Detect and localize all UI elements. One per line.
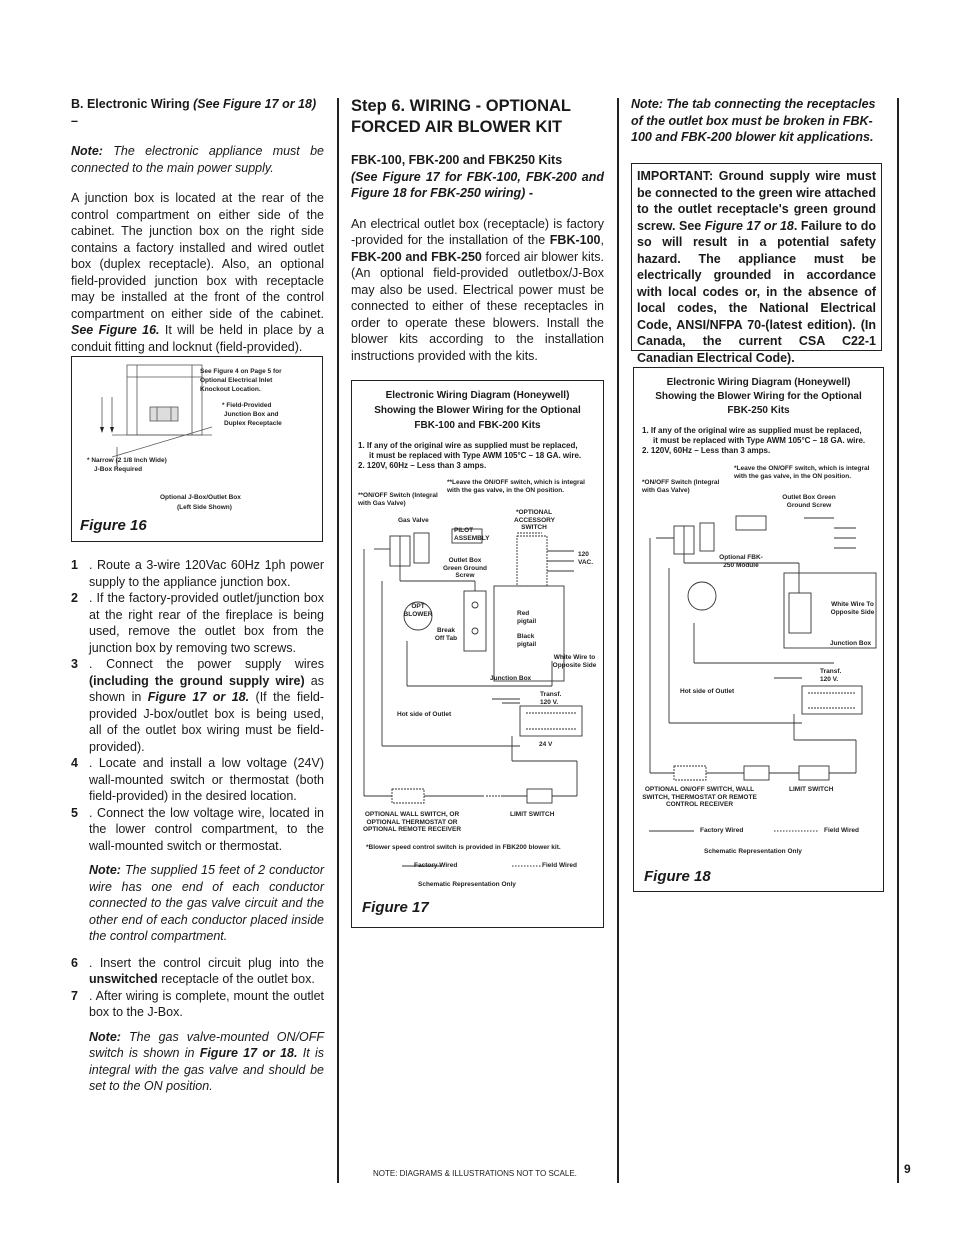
fig17-factory-wired-label: Factory Wired	[414, 862, 458, 869]
tab-break-note: Note: The tab connecting the receptacles of the outlet box must be broken in FBK-100 and FBK-200 blower kit applications.	[631, 97, 876, 144]
fig16-optional-label: Optional J-Box/Outlet Box	[160, 494, 241, 501]
fig18-transf-label: Transf. 120 V.	[820, 668, 842, 683]
electronic-note: Note: The electronic appliance must be connected to the main power supply.	[71, 144, 324, 175]
fig17-wall-switch-label: OPTIONAL WALL SWITCH, OR OPTIONAL THERMOSTAT OR OPTIONAL REMOTE RECEIVER	[362, 811, 462, 833]
left-column	[71, 96, 324, 369]
fig17-schematic-label: Schematic Representation Only	[418, 881, 516, 888]
fig18-junction-box-label: Junction Box	[830, 640, 872, 647]
step-1: 1 . Route a 3-wire 120Vac 60Hz 1ph power supply to the appliance junction box.	[71, 558, 324, 589]
page-number: 9	[904, 1162, 911, 1176]
kits-subheading: FBK-100, FBK-200 and FBK250 Kits (See Figure 17 for FBK-100, FBK-200 and Figure 18 for FBK-250 wiring) -	[351, 153, 604, 200]
fig18-white-wire-label: White Wire To Opposite Side	[830, 601, 875, 616]
fig17-hot-side-label: Hot side of Outlet	[397, 711, 452, 718]
page-edge-rule	[897, 98, 899, 1183]
fig18-field-wired-label: Field Wired	[824, 827, 859, 834]
fig17-note-1: 1. If any of the original wire as supplied must be replaced,	[358, 441, 578, 450]
fig16-narrow-label: * Narrow (2 1/8 Inch Wide)	[87, 457, 167, 464]
outlet-box-paragraph: An electrical outlet box (receptacle) is factory -provided for the installation of the FBK-100, FBK-200 and FBK-250 forced air blower kits. (An optional field-provided outletbox/J-Box may also be used. Electrical power must be connected to either of these receptacles in order to operate these blowers. Install the blower kits according to the installation instructions provided with the kits.	[351, 216, 604, 363]
left-column-steps	[71, 557, 324, 1105]
fig17-note-2: 2. 120V, 60Hz – Less than 3 amps.	[358, 461, 487, 470]
step-6: 6 . Insert the control circuit plug into the unswitched receptacle of the outlet box.	[71, 955, 324, 986]
fig17-black-pigtail-label: Black pigtail	[517, 633, 537, 648]
right-column	[631, 96, 884, 160]
fig18-ground-screw-label: Outlet Box Green Ground Screw	[782, 494, 836, 509]
fig16-field-label: * Field-Provided	[222, 402, 272, 409]
step-3: 3 . Connect the power supply wires (including the ground supply wire) as shown in Figure 17 or 18. (If the field-provided J-box/outlet box is being used, all of the outlet box wiring must be field-provided).	[71, 657, 325, 754]
fig16-field-label-2: Junction Box and	[224, 411, 279, 418]
fig16-narrow-label-2: J-Box Required	[94, 466, 143, 473]
fig17-limit-switch-label: LIMIT SWITCH	[510, 811, 555, 818]
section-heading: B. Electronic Wiring (See Figure 17 or 18) –	[71, 97, 317, 128]
fig18-wiring-schematic	[634, 368, 885, 893]
fig16-see-label-3: Knockout Location.	[200, 386, 261, 393]
fig17-speed-note: *Blower speed control switch is provided in FBK200 blower kit.	[366, 844, 561, 851]
fig18-schematic-label: Schematic Representation Only	[704, 848, 802, 855]
fig17-pilot-label: PILOT ASSEMBLY	[454, 527, 490, 542]
fig17-onoff-label: **ON/OFF Switch (Integral with Gas Valve)	[358, 492, 438, 507]
gas-valve-note: Note: The gas valve-mounted ON/OFF switch is shown in Figure 17 or 18. It is integral with the gas valve and should be set to the ON position.	[89, 1029, 324, 1093]
fig18-note-2: 2. 120V, 60Hz – Less than 3 amps.	[642, 446, 771, 455]
important-grounding-box: IMPORTANT: Ground supply wire must be connected to the green wire attached to the outlet receptacle's green ground screw. See Figure 17 or 18. Failure to do so will result in a potential safety hazard. The appliance must be electrically grounded in accordance with local codes or, in the absence of local codes, the National Electrical Code, ANSI/NFPA 70-(latest edition). (In Canada, the current CSA C22-1 Canadian Electrical Code).	[631, 163, 882, 351]
column-divider-left	[337, 98, 339, 1183]
figure-18	[633, 367, 884, 892]
figure-16-caption: Figure 16	[80, 517, 147, 534]
fig17-note-1b: it must be replaced with Type AWM 105°C – 18 GA. wire.	[369, 451, 582, 460]
fig18-title-3: FBK-250 Kits	[727, 405, 790, 416]
fig17-field-wired-label: Field Wired	[542, 862, 577, 869]
fig17-title-1: Electronic Wiring Diagram (Honeywell)	[385, 390, 570, 401]
fig17-junction-box-label: Junction Box	[490, 675, 532, 682]
middle-column	[351, 96, 604, 378]
fig17-opt-blower-label: OPT BLOWER	[403, 603, 433, 618]
fig17-break-off-label: Break Off Tab	[434, 627, 458, 642]
fig17-ground-screw-label: Outlet Box Green Ground Screw	[442, 557, 488, 579]
figure-18-caption: Figure 18	[644, 868, 711, 885]
fig17-24v-label: 24 V	[539, 741, 553, 748]
fig16-optional-label-2: (Left Side Shown)	[177, 504, 232, 511]
fig18-factory-wired-label: Factory Wired	[700, 827, 744, 834]
fig17-120vac-label: 120 VAC.	[578, 551, 594, 566]
conductor-note: Note: The supplied 15 feet of 2 conductor wire has one end of each conductor connected to the gas valve circuit and the other end of each conductor placed inside the control compartment.	[89, 863, 324, 943]
step-6-heading: Step 6. WIRING - OPTIONAL FORCED AIR BLOWER KIT	[351, 97, 571, 136]
step-4: 4 . Locate and install a low voltage (24V) wall-mounted switch or thermostat (both field-provided) in the desired location.	[71, 756, 324, 803]
step-2: 2 . If the factory-provided outlet/junction box at the right rear of the fireplace is being used, remove the outlet box from the junction box by removing two screws.	[71, 591, 324, 655]
fig17-title-3: FBK-100 and FBK-200 Kits	[414, 420, 541, 431]
fig17-accessory-switch-label: *OPTIONAL ACCESSORY SWITCH	[514, 509, 555, 531]
figure-16-illustration	[72, 357, 324, 543]
fig18-note-1b: it must be replaced with Type AWM 105°C – 18 GA. wire.	[653, 436, 866, 445]
column-divider-right	[617, 98, 619, 1183]
fig16-see-label-2: Optional Electrical Inlet	[200, 377, 273, 384]
fig17-leave-note: **Leave the ON/OFF switch, which is integral with the gas valve, in the ON position.	[447, 479, 585, 494]
fig18-wall-switch-label: OPTIONAL ON/OFF SWITCH, WALL SWITCH, THERMOSTAT OR REMOTE CONTROL RECEIVER	[642, 786, 757, 808]
fig18-title-1: Electronic Wiring Diagram (Honeywell)	[666, 377, 851, 388]
fig18-note-1: 1. If any of the original wire as supplied must be replaced,	[642, 426, 862, 435]
fig17-transf-label: Transf. 120 V.	[540, 691, 562, 706]
fig18-module-label: Optional FBK-250 Module	[719, 554, 763, 569]
fig18-title-2: Showing the Blower Wiring for the Optional	[655, 391, 862, 402]
step-7: 7 . After wiring is complete, mount the outlet box to the J-Box.	[71, 988, 324, 1019]
figure-17	[351, 380, 604, 928]
scale-footnote: NOTE: DIAGRAMS & ILLUSTRATIONS NOT TO SCALE.	[373, 1169, 577, 1178]
fig17-title-2: Showing the Blower Wiring for the Optional	[374, 405, 581, 416]
fig16-see-label: See Figure 4 on Page 5 for	[200, 368, 282, 375]
fig18-leave-note: *Leave the ON/OFF switch, which is integral with the gas valve, in the ON position.	[734, 465, 870, 480]
step-5: 5 . Connect the low voltage wire, located in the lower control compartment, to the wall-mounted switch or thermostat.	[71, 805, 324, 853]
figure-17-caption: Figure 17	[362, 899, 429, 916]
junction-box-paragraph: A junction box is located at the rear of the control compartment on either side of the cabinet. The junction box on the right side contains a factory installed and wired outlet box (duplex receptacle). Also, an optional field-provided junction box with receptacle may be installed at the front of the control compartment on either side of the cabinet. See Figure 16. It will be held in place by a conduit fitting and locknut (field-provided).	[71, 191, 324, 354]
figure-16	[71, 356, 323, 542]
fig17-red-pigtail-label: Red pigtail	[517, 610, 537, 625]
fig17-gas-valve-label: Gas Valve	[398, 517, 429, 524]
fig18-limit-switch-label: LIMIT SWITCH	[789, 786, 834, 793]
fig16-field-label-3: Duplex Receptacle	[224, 420, 282, 427]
fig18-hot-side-label: Hot side of Outlet	[680, 688, 735, 695]
fig18-onoff-label: *ON/OFF Switch (Integral with Gas Valve)	[642, 479, 720, 494]
fig17-white-wire-label: White Wire to Opposite Side	[552, 654, 597, 669]
